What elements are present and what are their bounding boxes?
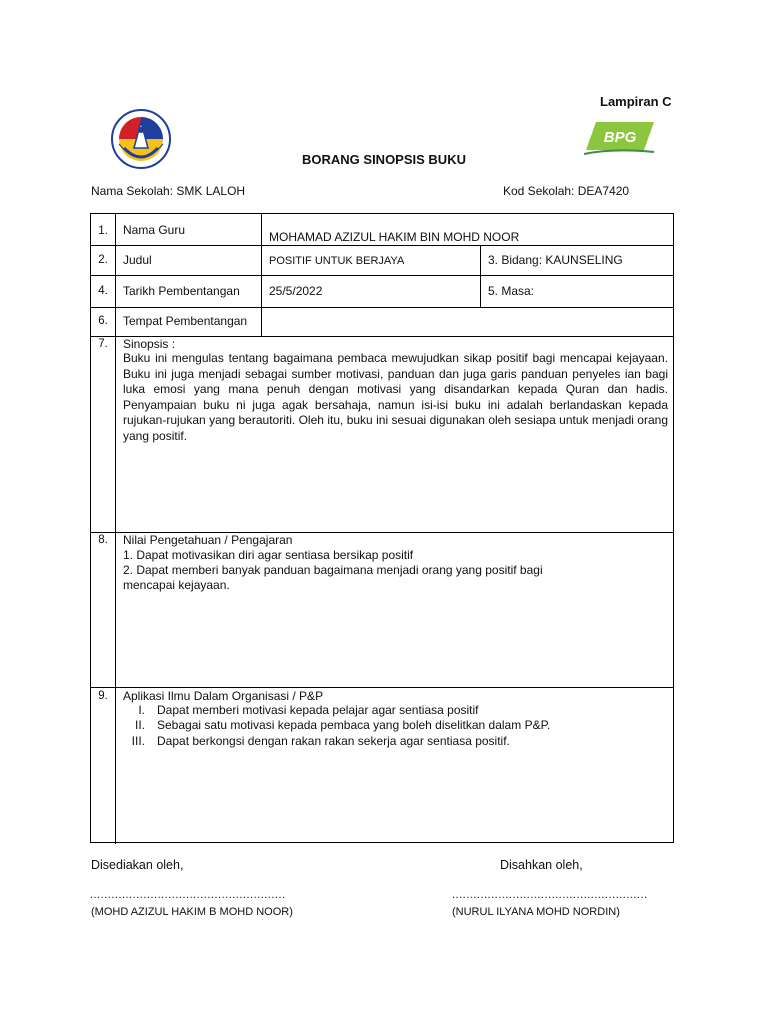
application-item-text: Dapat memberi motivasi kepada pelajar agar sentiasa positif xyxy=(157,703,479,717)
prepared-signature-line: ....................................................... xyxy=(90,889,286,901)
synopsis-label: Sinopsis : xyxy=(123,337,176,351)
roman-numeral: I. xyxy=(138,703,145,717)
knowledge-item-continued: mencapai kejayaan. xyxy=(123,578,230,592)
school-name: Nama Sekolah: SMK LALOH xyxy=(91,184,246,198)
row-number: 4. xyxy=(98,285,108,297)
row-number: 1. xyxy=(98,225,108,237)
presentation-date-value: 25/5/2022 xyxy=(269,284,323,298)
application-item xyxy=(123,703,479,718)
title-label: Judul xyxy=(123,253,152,267)
row-number: 8. xyxy=(98,534,108,546)
roman-numeral: II. xyxy=(134,718,145,732)
application-item xyxy=(123,718,550,733)
knowledge-item: 2. Dapat memberi banyak panduan bagaimana menjadi orang yang positif bagi xyxy=(123,563,543,577)
approved-signature-line: ....................................................... xyxy=(452,889,648,901)
presentation-date-label: Tarikh Pembentangan xyxy=(123,284,240,298)
approved-by-name: (NURUL ILYANA MOHD NORDIN) xyxy=(452,906,620,918)
field-value: 3. Bidang: KAUNSELING xyxy=(488,253,623,267)
book-title-value: POSITIF UNTUK BERJAYA xyxy=(269,255,405,267)
time-label: 5. Masa: xyxy=(488,284,535,298)
form-title: BORANG SINOPSIS BUKU xyxy=(302,152,466,167)
teacher-name-value: MOHAMAD AZIZUL HAKIM BIN MOHD NOOR xyxy=(269,230,520,244)
teacher-name-label: Nama Guru xyxy=(123,223,186,237)
prepared-by-label: Disediakan oleh, xyxy=(91,858,184,872)
school-code: Kod Sekolah: DEA7420 xyxy=(503,184,630,198)
knowledge-value-label: Nilai Pengetahuan / Pengajaran xyxy=(123,533,293,547)
synopsis-text: Buku ini mengulas tentang bagaimana pembaca mewujudkan sikap positif bagi mencapai kejayaan. Buku ini juga menjadi sebagai sumber motivasi, panduan dan juga garis panduan penyeles ian bagi luka emosi yang mana penuh dengan motivasi yang disandarkan kepada Quran dan hadis. Penyampaian buku ni juga agak bersahaja, namun isi-isi buku ini adalah berlandaskan kepada rujukan-rujukan yang berautoriti. Oleh itu, buku ini sesuai digunakan oleh sesiapa untuk menjadi orang yang positif. xyxy=(123,351,668,443)
presentation-venue-label: Tempat Pembentangan xyxy=(123,314,248,328)
roman-numeral: III. xyxy=(131,734,145,748)
lampiran-label: Lampiran C xyxy=(600,94,672,109)
knowledge-item: 1. Dapat motivasikan diri agar sentiasa bersikap positif xyxy=(123,548,414,562)
application-item-text: Sebagai satu motivasi kepada pembaca yang boleh diselitkan dalam P&P. xyxy=(157,718,551,732)
row-number: 2. xyxy=(98,254,108,266)
row-number: 6. xyxy=(98,315,108,327)
synopsis-form-table xyxy=(90,213,674,843)
application-item xyxy=(123,734,510,749)
row-number: 9. xyxy=(98,690,108,702)
approved-by-label: Disahkan oleh, xyxy=(500,858,583,872)
bpg-logo-text: BPG xyxy=(603,129,637,146)
application-label: Aplikasi Ilmu Dalam Organisasi / P&P xyxy=(123,689,324,703)
prepared-by-name: (MOHD AZIZUL HAKIM B MOHD NOOR) xyxy=(91,906,293,918)
application-item-text: Dapat berkongsi dengan rakan rakan sekerja agar sentiasa positif. xyxy=(157,734,510,748)
row-number: 7. xyxy=(98,338,108,350)
